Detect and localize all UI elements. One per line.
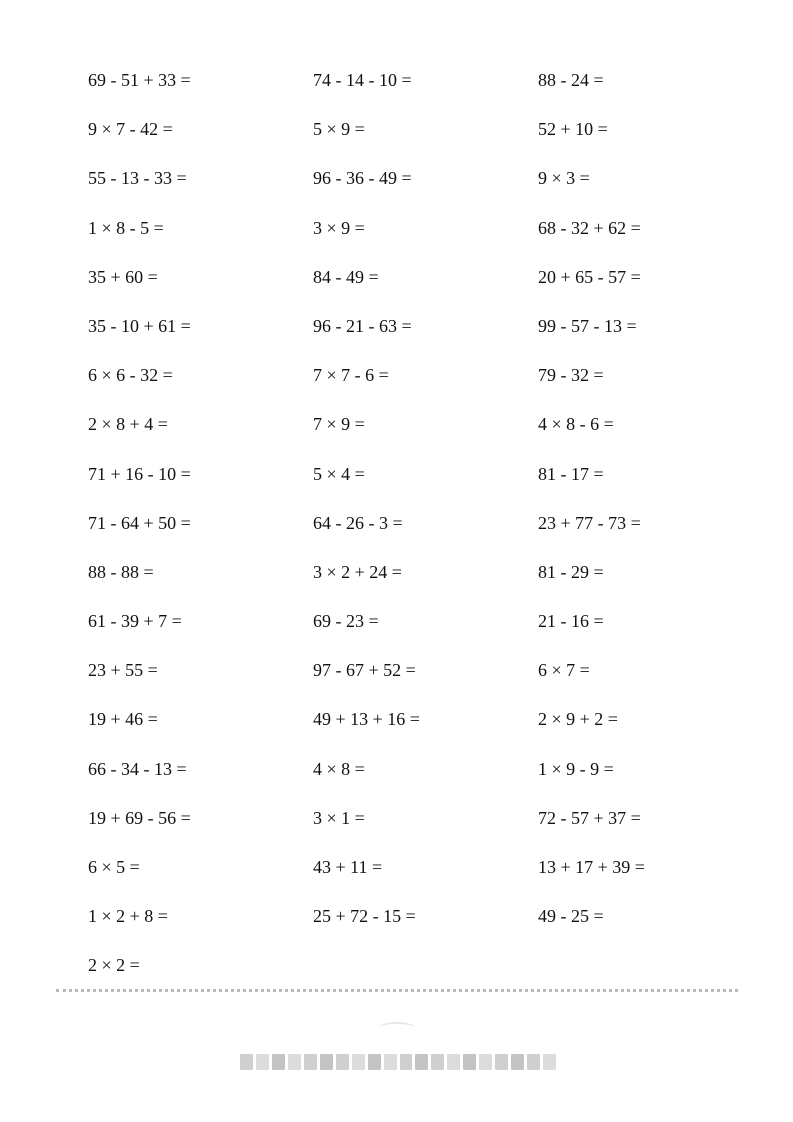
- math-problem: 6 × 5 =: [88, 857, 140, 877]
- math-problem: 3 × 2 + 24 =: [313, 561, 402, 582]
- math-problem: 49 + 13 + 16 =: [313, 709, 420, 730]
- math-problem: 1 × 9 - 9 =: [538, 758, 614, 779]
- math-problem: 3 × 1 =: [313, 807, 365, 828]
- math-problem: 6 × 7 =: [538, 660, 590, 681]
- math-problem: 99 - 57 - 13 =: [538, 315, 637, 336]
- worksheet-grid: [88, 66, 748, 1001]
- math-problem: 21 - 16 =: [538, 611, 604, 632]
- math-problem: 23 + 55 =: [88, 660, 158, 681]
- math-problem: 72 - 57 + 37 =: [538, 807, 641, 828]
- math-problem: 13 + 17 + 39 =: [538, 857, 645, 877]
- footer-blurred-text: [240, 1054, 556, 1070]
- math-problem: 6 × 6 - 32 =: [88, 365, 173, 386]
- math-problem: 88 - 24 =: [538, 70, 604, 90]
- math-problem: 5 × 9 =: [313, 119, 365, 140]
- math-problem: 64 - 26 - 3 =: [313, 512, 403, 533]
- math-problem: 68 - 32 + 62 =: [538, 217, 641, 238]
- math-problem: 66 - 34 - 13 =: [88, 758, 187, 779]
- math-problem: 1 × 8 - 5 =: [88, 217, 164, 238]
- math-problem: 9 × 7 - 42 =: [88, 119, 173, 140]
- math-problem: 69 - 51 + 33 =: [88, 70, 191, 90]
- math-problem: 1 × 2 + 8 =: [88, 906, 168, 927]
- math-problem: 35 - 10 + 61 =: [88, 315, 191, 336]
- math-problem: 20 + 65 - 57 =: [538, 266, 641, 287]
- math-problem: 3 × 9 =: [313, 217, 365, 238]
- math-problem: 2 × 9 + 2 =: [538, 709, 618, 730]
- math-problem: 61 - 39 + 7 =: [88, 611, 182, 632]
- math-problem: 2 × 8 + 4 =: [88, 414, 168, 435]
- math-problem: 69 - 23 =: [313, 611, 379, 632]
- math-problem: 71 + 16 - 10 =: [88, 463, 191, 484]
- math-problem: 97 - 67 + 52 =: [313, 660, 416, 681]
- math-problem: 2 × 2 =: [88, 955, 140, 976]
- math-problem: 9 × 3 =: [538, 168, 590, 189]
- math-problem: 96 - 21 - 63 =: [313, 315, 412, 336]
- math-problem: 4 × 8 =: [313, 758, 365, 779]
- math-problem: 88 - 88 =: [88, 561, 154, 582]
- math-problem: 35 + 60 =: [88, 266, 158, 287]
- math-problem: 74 - 14 - 10 =: [313, 70, 412, 90]
- math-problem: 43 + 11 =: [313, 857, 383, 877]
- math-problem: 5 × 4 =: [313, 463, 365, 484]
- math-problem: 19 + 69 - 56 =: [88, 807, 191, 828]
- math-problem: 71 - 64 + 50 =: [88, 512, 191, 533]
- math-problem: 23 + 77 - 73 =: [538, 512, 641, 533]
- footer-logo-mark: [379, 1022, 415, 1034]
- math-problem: 81 - 17 =: [538, 463, 604, 484]
- math-problem: 84 - 49 =: [313, 266, 379, 287]
- math-problem: 79 - 32 =: [538, 365, 604, 386]
- math-problem: 96 - 36 - 49 =: [313, 168, 412, 189]
- math-problem: 4 × 8 - 6 =: [538, 414, 614, 435]
- math-problem: 52 + 10 =: [538, 119, 608, 140]
- math-problem: 7 × 9 =: [313, 414, 365, 435]
- math-problem: 19 + 46 =: [88, 709, 158, 730]
- math-problem: 7 × 7 - 6 =: [313, 365, 389, 386]
- math-problem: 49 - 25 =: [538, 906, 604, 927]
- math-problem: 25 + 72 - 15 =: [313, 906, 416, 927]
- math-problem: 55 - 13 - 33 =: [88, 168, 187, 189]
- math-problem: 81 - 29 =: [538, 561, 604, 582]
- dotted-divider: [56, 989, 738, 992]
